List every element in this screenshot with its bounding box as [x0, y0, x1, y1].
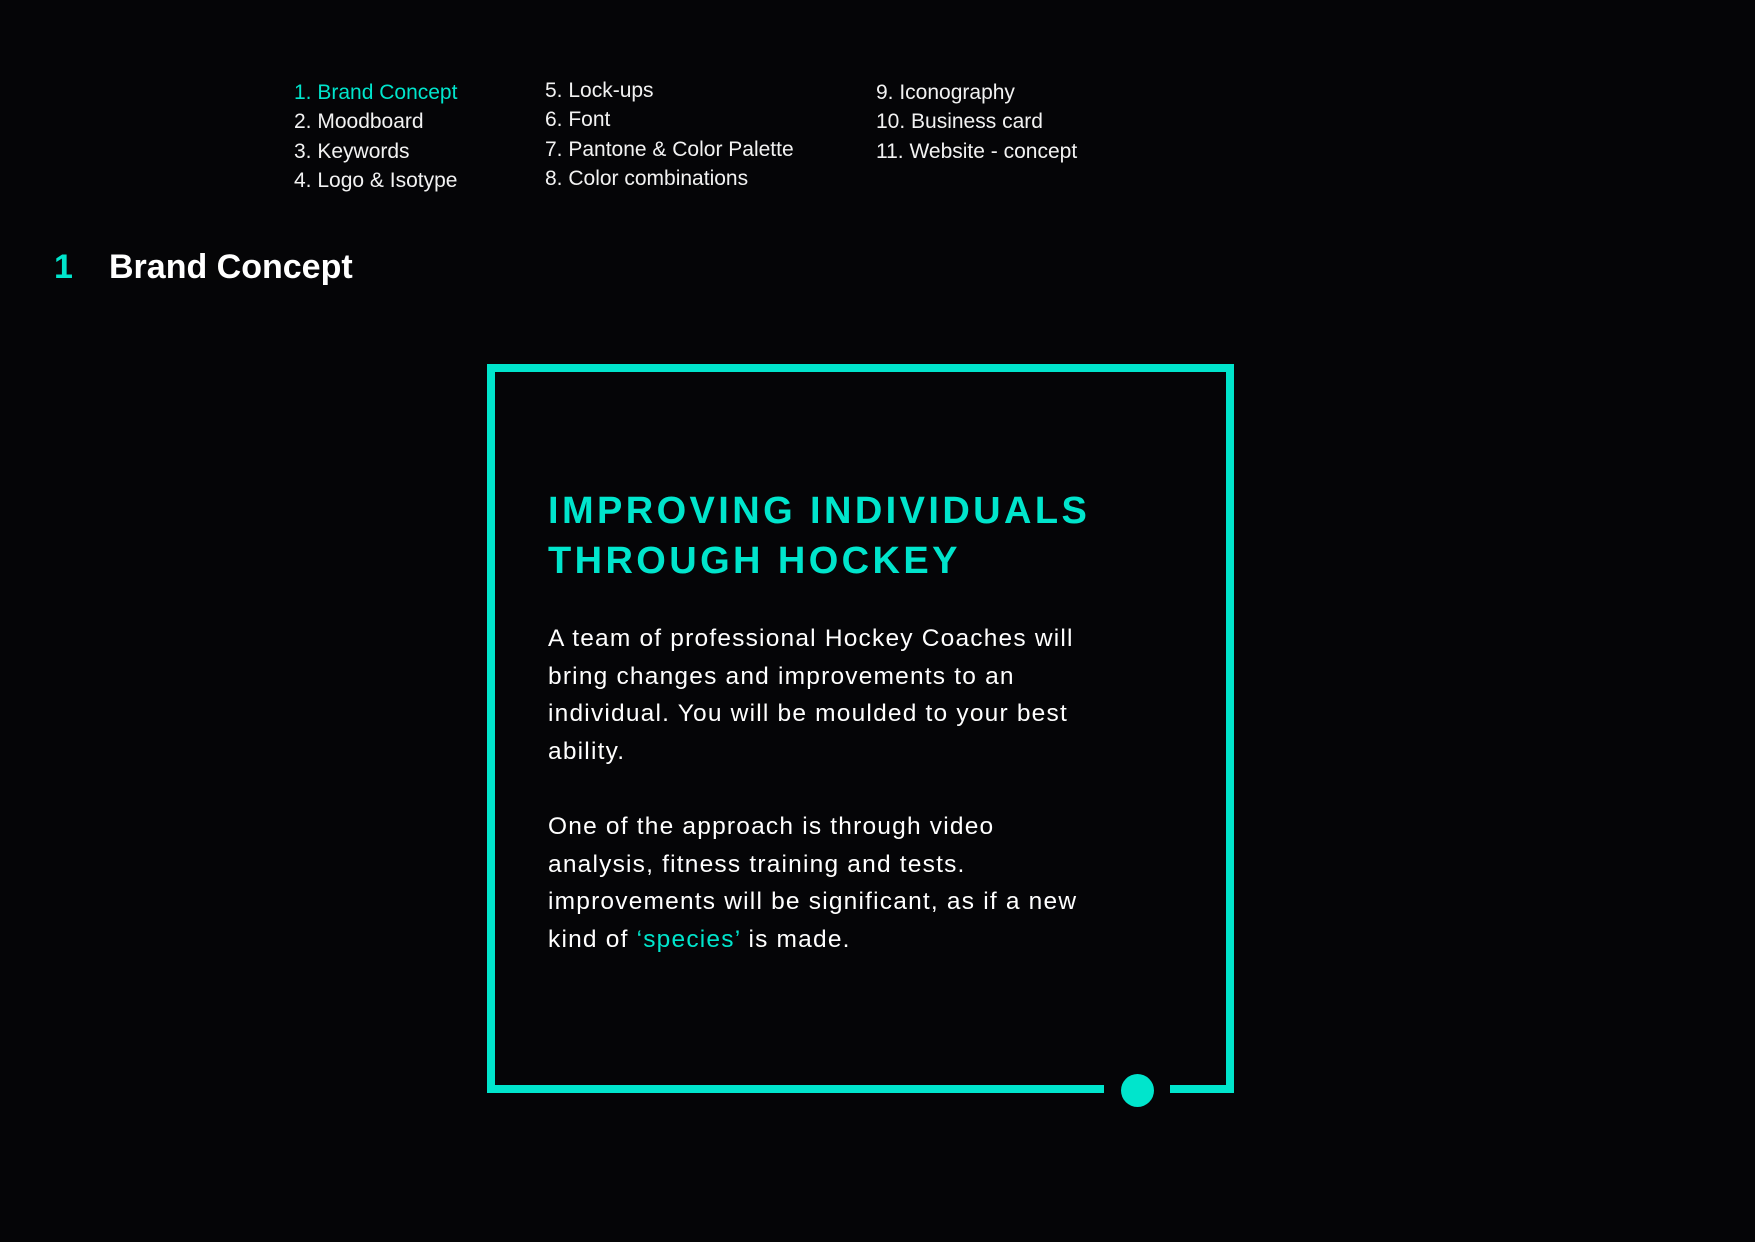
toc-item-business-card[interactable]: 10. Business card [876, 110, 1043, 134]
toc-item-font[interactable]: 6. Font [545, 108, 611, 132]
paragraph-2-line-2: analysis, fitness training and tests. [548, 850, 966, 878]
paragraph-1-line-3: individual. You will be moulded to your best [548, 700, 1068, 727]
toc-column-2 [545, 76, 794, 193]
paragraph-2-line-4-prefix: kind of [548, 925, 637, 953]
section-title: Brand Concept [109, 248, 353, 286]
section-number: 1 [54, 248, 73, 286]
toc-item-color-combinations[interactable]: 8. Color combinations [545, 166, 749, 190]
paragraph-2-line-3: improvements will be significant, as if a new [548, 888, 1078, 915]
paragraph-2-line-4 [548, 921, 1138, 959]
concept-paragraph-2 [548, 808, 1138, 958]
toc-column-3 [876, 78, 1077, 166]
paragraph-2-line-4-suffix: is made. [740, 925, 851, 953]
toc-item-keywords[interactable]: 3. Keywords [294, 139, 410, 163]
toc-column-1 [294, 78, 457, 195]
paragraph-1-line-2: bring changes and improvements to an [548, 662, 1015, 690]
concept-headline [548, 486, 1168, 586]
toc-item-lock-ups[interactable]: 5. Lock-ups [545, 79, 654, 102]
paragraph-1-line-4: ability. [548, 737, 626, 765]
frame-dot-icon [1121, 1074, 1154, 1107]
species-highlight: ‘species’ [636, 925, 741, 953]
headline-line-2: THROUGH HOCKEY [548, 540, 961, 582]
toc-item-website-concept[interactable]: 11. Website - concept [876, 139, 1078, 163]
headline-line-1: IMPROVING INDIVIDUALS [548, 490, 1091, 532]
concept-paragraph-1 [548, 620, 1138, 770]
toc-item-logo-isotype[interactable]: 4. Logo & Isotype [294, 168, 458, 192]
toc-item-iconography[interactable]: 9. Iconography [876, 81, 1015, 104]
paragraph-1-line-1: A team of professional Hockey Coaches will [548, 625, 1074, 652]
toc-item-moodboard[interactable]: 2. Moodboard [294, 110, 424, 134]
toc-item-pantone-color-palette[interactable]: 7. Pantone & Color Palette [545, 137, 794, 161]
toc-item-brand-concept[interactable]: 1. Brand Concept [294, 81, 458, 104]
paragraph-2-line-1: One of the approach is through video [548, 813, 995, 840]
